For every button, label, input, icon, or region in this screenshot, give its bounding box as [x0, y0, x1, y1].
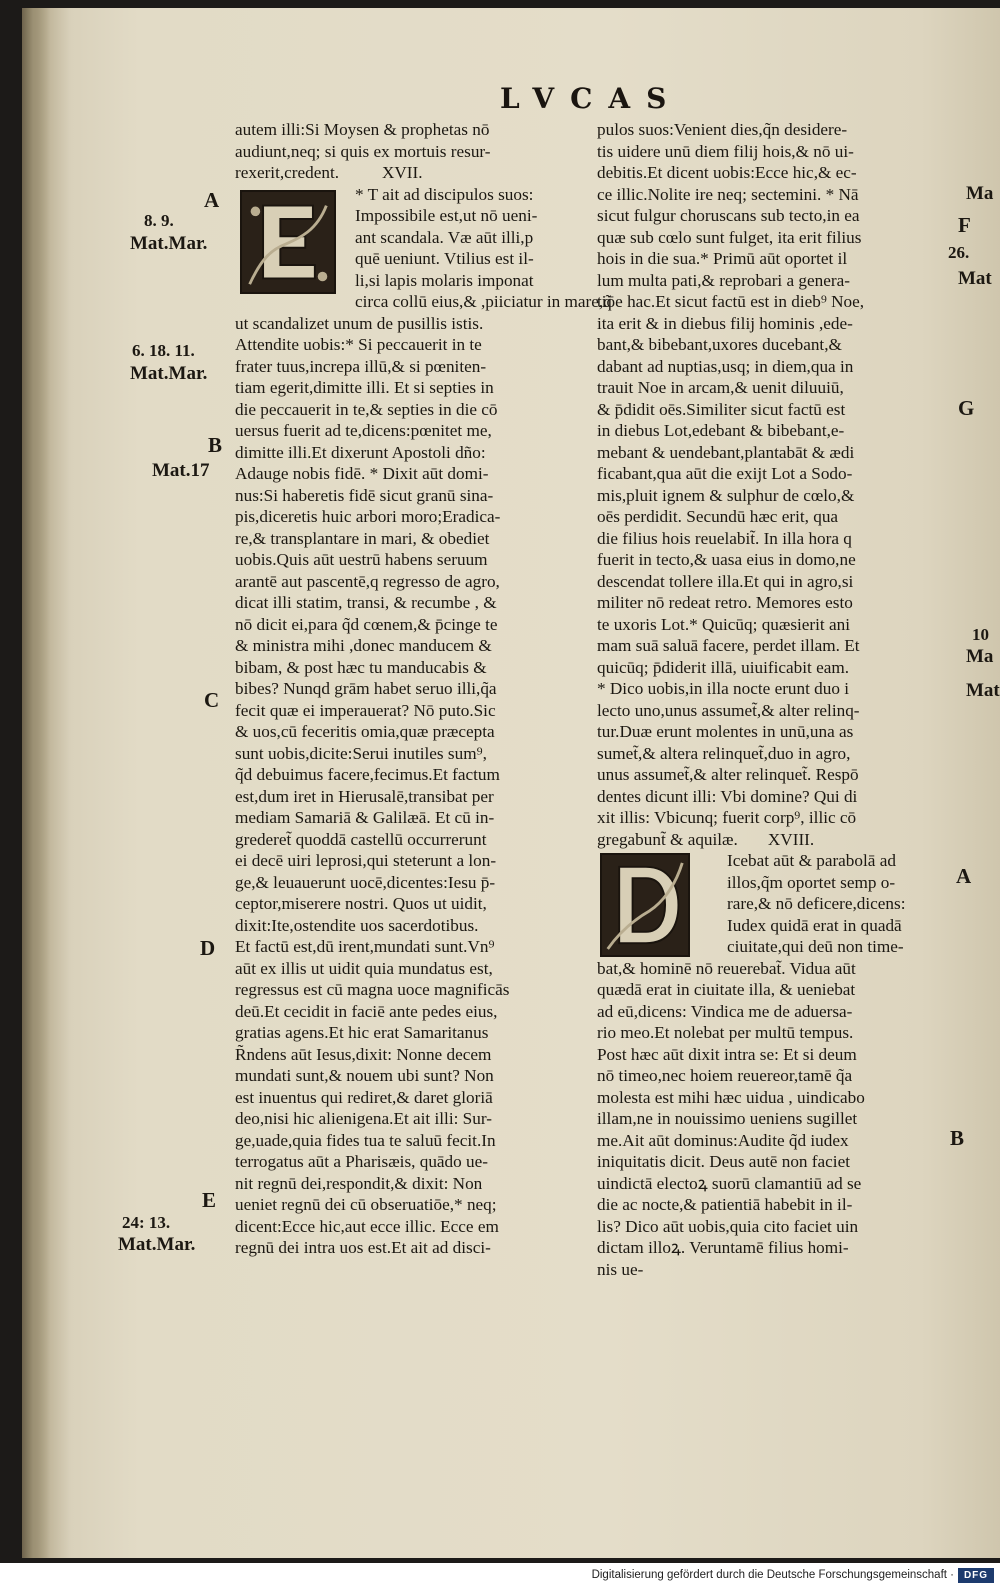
margin-section-a: A: [204, 188, 220, 212]
initial-ornament-icon: [602, 855, 688, 955]
margin-ref-number: 26.: [948, 243, 970, 262]
text-line: te uxoris Lot.* Quicūq; quæsierit ani: [597, 614, 851, 634]
margin-ref-book: Ma: [966, 646, 994, 667]
text-line: regressus est cū magna uoce magnificās: [235, 980, 510, 999]
page-gutter-shadow: [22, 8, 50, 1558]
initial-ornament-icon: [242, 192, 334, 292]
text-line: fecit quæ ei imperauerat? Nō puto.Sic: [235, 700, 496, 720]
dfg-logo: DFG: [958, 1568, 994, 1583]
text-line: & p̄didit oēs.Similiter sicut factū est: [597, 399, 846, 419]
running-head: LVCAS: [500, 82, 683, 115]
text-line: dentes dicunt illi: Vbi domine? Qui di: [597, 786, 858, 806]
text-line: in diebus Lot,edebant & bibebant,e-: [597, 421, 845, 440]
text-line: hois in die sua.* Primū aūt oportet il: [597, 249, 848, 268]
text-line: gregabunt̃ & aquilæ. XVIII.: [597, 829, 815, 849]
text-line: sicut fulgur choruscans sub tecto,in ea: [597, 206, 860, 225]
text-line: dictam illoꝝ. Veruntamē filius homi-: [597, 1238, 849, 1257]
margin-section-f: F: [958, 213, 971, 237]
text-line: ad eū,dicens: Vindica me de aduersa-: [597, 1001, 853, 1021]
text-line: li,si lapis molaris imponat: [355, 270, 534, 290]
text-line: pis,diceretis huic arbori moro;Eradica-: [235, 507, 501, 526]
text-line: q̃d debuimus facere,fecimus.Et factum: [235, 765, 500, 784]
text-line: tiōe hac.Et sicut factū est in dieb⁹ Noe,: [597, 292, 865, 311]
text-line: mam suā saluā facere, perdet illam. Et: [597, 636, 860, 655]
text-line: grederet̃ quoddā castellū occurrerunt: [235, 829, 487, 849]
margin-ref-book: Ma: [966, 183, 994, 204]
text-line: deū.Et cecidit in faciē ante pedes eius,: [235, 1001, 498, 1021]
text-line: dicent:Ecce hic,aut ecce illic. Ecce em: [235, 1216, 499, 1236]
text-line: terrogatus aūt a Pharisæis, quādo ue-: [235, 1152, 488, 1171]
text-line: & ministra mihi ,donec manducem &: [235, 636, 492, 655]
text-line: me.Ait aūt dominus:Audite q̃d iudex: [597, 1130, 849, 1150]
text-line: rio meo.Et nolebat per multū tempus.: [597, 1023, 854, 1042]
text-line: nō dicit ei,para q̃d cœnem,& p̄cinge te: [235, 614, 498, 634]
text-line: ceptor,miserere nostri. Quos ut uidit,: [235, 894, 487, 913]
text-line: lum multa pati,& reprobari a genera-: [597, 270, 850, 290]
text-line: ant scandala. Væ aūt illi,p: [355, 227, 534, 247]
text-line: Impossibile est,ut nō ueni-: [355, 206, 538, 225]
text-line: ge,& leuauerunt uocē,dicentes:Iesu p̄-: [235, 872, 496, 892]
text-line: dabant ad nuptias,usq; in diem,qua in: [597, 356, 854, 376]
text-line: lis? Dico aūt uobis,quia cito faciet uin: [597, 1216, 859, 1236]
digitization-footer: [0, 1563, 1000, 1591]
text-line: sunt uobis,dicite:Serui inutiles sum⁹,: [235, 743, 487, 763]
margin-ref-book: Mat.17: [152, 460, 210, 481]
text-line: uindictā electoꝝ suorū clamantiū ad se: [597, 1173, 862, 1193]
margin-ref-number: 10: [972, 625, 989, 644]
margin-section-b: B: [208, 433, 223, 457]
text-line: rare,& nō deficere,dicens:: [727, 894, 906, 913]
text-line: deo,nisi hic alienigena.Et ait illi: Sur-: [235, 1109, 492, 1128]
text-line: * T ait ad discipulos suos:: [355, 184, 534, 204]
margin-ref-book: Mat: [958, 268, 992, 289]
text-line: bibes? Nunqd grām habet seruo illi,q̃a: [235, 679, 497, 698]
text-line: illos,q̃m oportet semp o-: [727, 872, 896, 892]
margin-ref-numbers: 8. 9.: [144, 211, 174, 230]
text-line: autem illi:Si Moysen & prophetas nō: [235, 120, 490, 139]
text-line: die peccauerit in te,& septies in die cō: [235, 399, 498, 419]
text-line: die filius hois reuelabit̃. In illa hora q: [597, 528, 852, 548]
text-line: Iudex quidā erat in quadā: [727, 915, 902, 935]
text-line: sumet̃,& altera relinquet̃,duo in agro,: [597, 743, 851, 763]
text-line: mediam Samariā & Galilæā. Et cū in-: [235, 808, 495, 827]
text-line: rexerit,credent. XVII.: [235, 163, 423, 182]
text-line: tur.Duæ erunt molentes in unū,una as: [597, 722, 854, 741]
text-line: bant,& bibebant,uxores ducebant,&: [597, 335, 842, 354]
text-line: Icebat aūt & parabolā ad: [727, 851, 896, 870]
margin-ref-books: Mat.Mar.: [130, 363, 208, 384]
text-line: descendat tollere illa.Et qui in agro,si: [597, 571, 854, 591]
text-line: tiam egerit,dimitte illi. Et si septies in: [235, 378, 494, 397]
text-line: quē ueniunt. Vtilius est il-: [355, 249, 534, 268]
margin-ref-book: Mat: [966, 680, 1000, 701]
text-line: aūt ex illis ut uidit quia mundatus est,: [235, 958, 493, 978]
margin-section-c: C: [204, 688, 220, 712]
margin-ref-numbers: 6. 18. 11.: [132, 341, 195, 360]
text-line: quicūq; p̄diderit illā, uiuificabit eam.: [597, 657, 850, 677]
text-line: oēs perdidit. Secundū hæc erit, qua: [597, 507, 839, 526]
text-line: nit regnū dei,respondit,& dixit: Non: [235, 1173, 483, 1193]
text-line: mis,pluit ignem & sulphur de cœlo,&: [597, 485, 855, 505]
text-line: mundati sunt,& nouem ubi sunt? Non: [235, 1066, 494, 1085]
text-line: nus:Si haberetis fidē sicut granū sina-: [235, 485, 494, 505]
text-line: arantē aut pascentē,q regresso de agro,: [235, 571, 500, 591]
text-line: lecto uno,unus assumet̃,& alter relinq-: [597, 700, 860, 720]
text-line: ueniet regnū dei cū obseruatiōe,* neq;: [235, 1195, 497, 1214]
decorated-initial-e: [240, 190, 336, 294]
text-line: Attendite uobis:* Si peccauerit in te: [235, 335, 482, 354]
text-line: mebant & uendebant,plantabāt & ædi: [597, 442, 855, 462]
text-line: bibam, & post hæc tu manducabis &: [235, 657, 487, 677]
text-line: bat,& hominē nō reuerebat̃. Vidua aūt: [597, 958, 856, 978]
text-line: die ac nocte,& patientiā habebit in il-: [597, 1195, 853, 1214]
text-line: frater tuus,increpa illū,& si pœniten-: [235, 356, 487, 376]
text-line: pulos suos:Venient dies,q̃n desidere-: [597, 120, 848, 139]
text-line: dimitte illi.Et dixerunt Apostoli dño:: [235, 442, 486, 462]
text-line: tis uidere unū diem filij hois,& nō ui-: [597, 141, 854, 161]
text-line: quædā erat in ciuitate illa, & ueniebat: [597, 980, 856, 999]
text-line: ce illic.Nolite ire neq; sectemini. * Nā: [597, 184, 859, 204]
text-line: est inuentus qui rediret,& daret gloriā: [235, 1087, 493, 1107]
text-line: ita erit & in diebus filij hominis ,ede-: [597, 313, 853, 333]
text-line: trauit Noe in arcam,& uenit diluuiū,: [597, 378, 844, 397]
text-line: uobis.Quis aūt uestrū habens seruum: [235, 550, 488, 569]
text-line: ei decē uiri leprosi,qui steterunt a lon-: [235, 851, 497, 870]
text-line: Adauge nobis fidē. * Dixit aūt domi-: [235, 464, 489, 483]
margin-ref-books: Mat.Mar.: [130, 233, 208, 254]
text-line: * Dico uobis,in illa nocte erunt duo i: [597, 679, 850, 698]
margin-section-a: A: [956, 864, 972, 888]
text-line: unus assumet̃,& alter relinquet̃. Respō: [597, 765, 859, 784]
text-line: nō timeo,nec hoiem reuereor,tamē q̃a: [597, 1066, 853, 1085]
text-line: audiunt,neq; si quis ex mortuis resur-: [235, 141, 491, 161]
text-line: fuerit in tecto,& uasa eius in domo,ne: [597, 550, 856, 569]
text-line: Et factū est,dū irent,mundati sunt.Vn⁹: [235, 937, 495, 956]
text-line: uersus fuerit ad te,dicens:pœnitet me,: [235, 421, 492, 440]
decorated-initial-d: [600, 853, 690, 957]
margin-section-g: G: [958, 396, 975, 420]
text-line: Post hæc aūt dixit intra se: Et si deum: [597, 1044, 857, 1064]
right-text-column: [597, 119, 977, 1280]
text-line: circa collū eius,& ,piiciatur in mare,q̃: [355, 292, 612, 311]
text-line: iniquitatis dicit. Deus autē non faciet: [597, 1152, 850, 1171]
text-line: nis ue-: [597, 1259, 644, 1279]
text-line: R̃ndens aūt Iesus,dixit: Nonne decem: [235, 1044, 492, 1064]
margin-section-e: E: [202, 1188, 217, 1212]
text-line: re,& transplantare in mari, & obediet: [235, 528, 490, 548]
text-line: quæ sub cœlo sunt fulget, ita erit filius: [597, 227, 862, 247]
text-line: ciuitate,qui deū non time-: [727, 937, 904, 956]
text-line: ut scandalizet unum de pusillis istis.: [235, 313, 484, 333]
funding-credit: Digitalisierung gefördert durch die Deutsche Forschungsgemeinschaft ·: [591, 1569, 954, 1581]
text-line: molesta est mihi hæc uidua , uindicabo: [597, 1087, 865, 1107]
book-page: [22, 8, 1000, 1558]
text-line: militer nō redeat retro. Memores esto: [597, 593, 853, 612]
margin-ref-books: Mat.Mar.: [118, 1234, 196, 1255]
text-line: dixit:Ite,ostendite uos sacerdotibus.: [235, 915, 479, 935]
text-line: illam,ne in nouissimo ueniens sugillet: [597, 1109, 858, 1128]
text-line: dicat illi statim, transi, & recumbe , &: [235, 593, 497, 612]
margin-ref-numbers: 24: 13.: [122, 1213, 171, 1232]
margin-section-b: B: [950, 1126, 965, 1150]
text-line: debitis.Et dicent uobis:Ecce hic,& ec-: [597, 163, 857, 182]
text-line: est,dum iret in Hierusalē,transibat per: [235, 786, 494, 806]
text-line: gratias agens.Et hic erat Samaritanus: [235, 1023, 489, 1042]
margin-section-d: D: [200, 936, 216, 960]
text-line: ficabant,qua aūt die exijt Lot a Sodo-: [597, 464, 853, 483]
text-line: & uos,cū feceritis omia,quæ præcepta: [235, 722, 495, 741]
text-line: xit illis: Vbicunq; fuerit corp⁹, illic cō: [597, 808, 857, 827]
text-line: ge,uade,quia fides tua te saluū fecit.In: [235, 1130, 496, 1150]
text-line: regnū dei intra uos est.Et ait ad disci-: [235, 1238, 491, 1257]
